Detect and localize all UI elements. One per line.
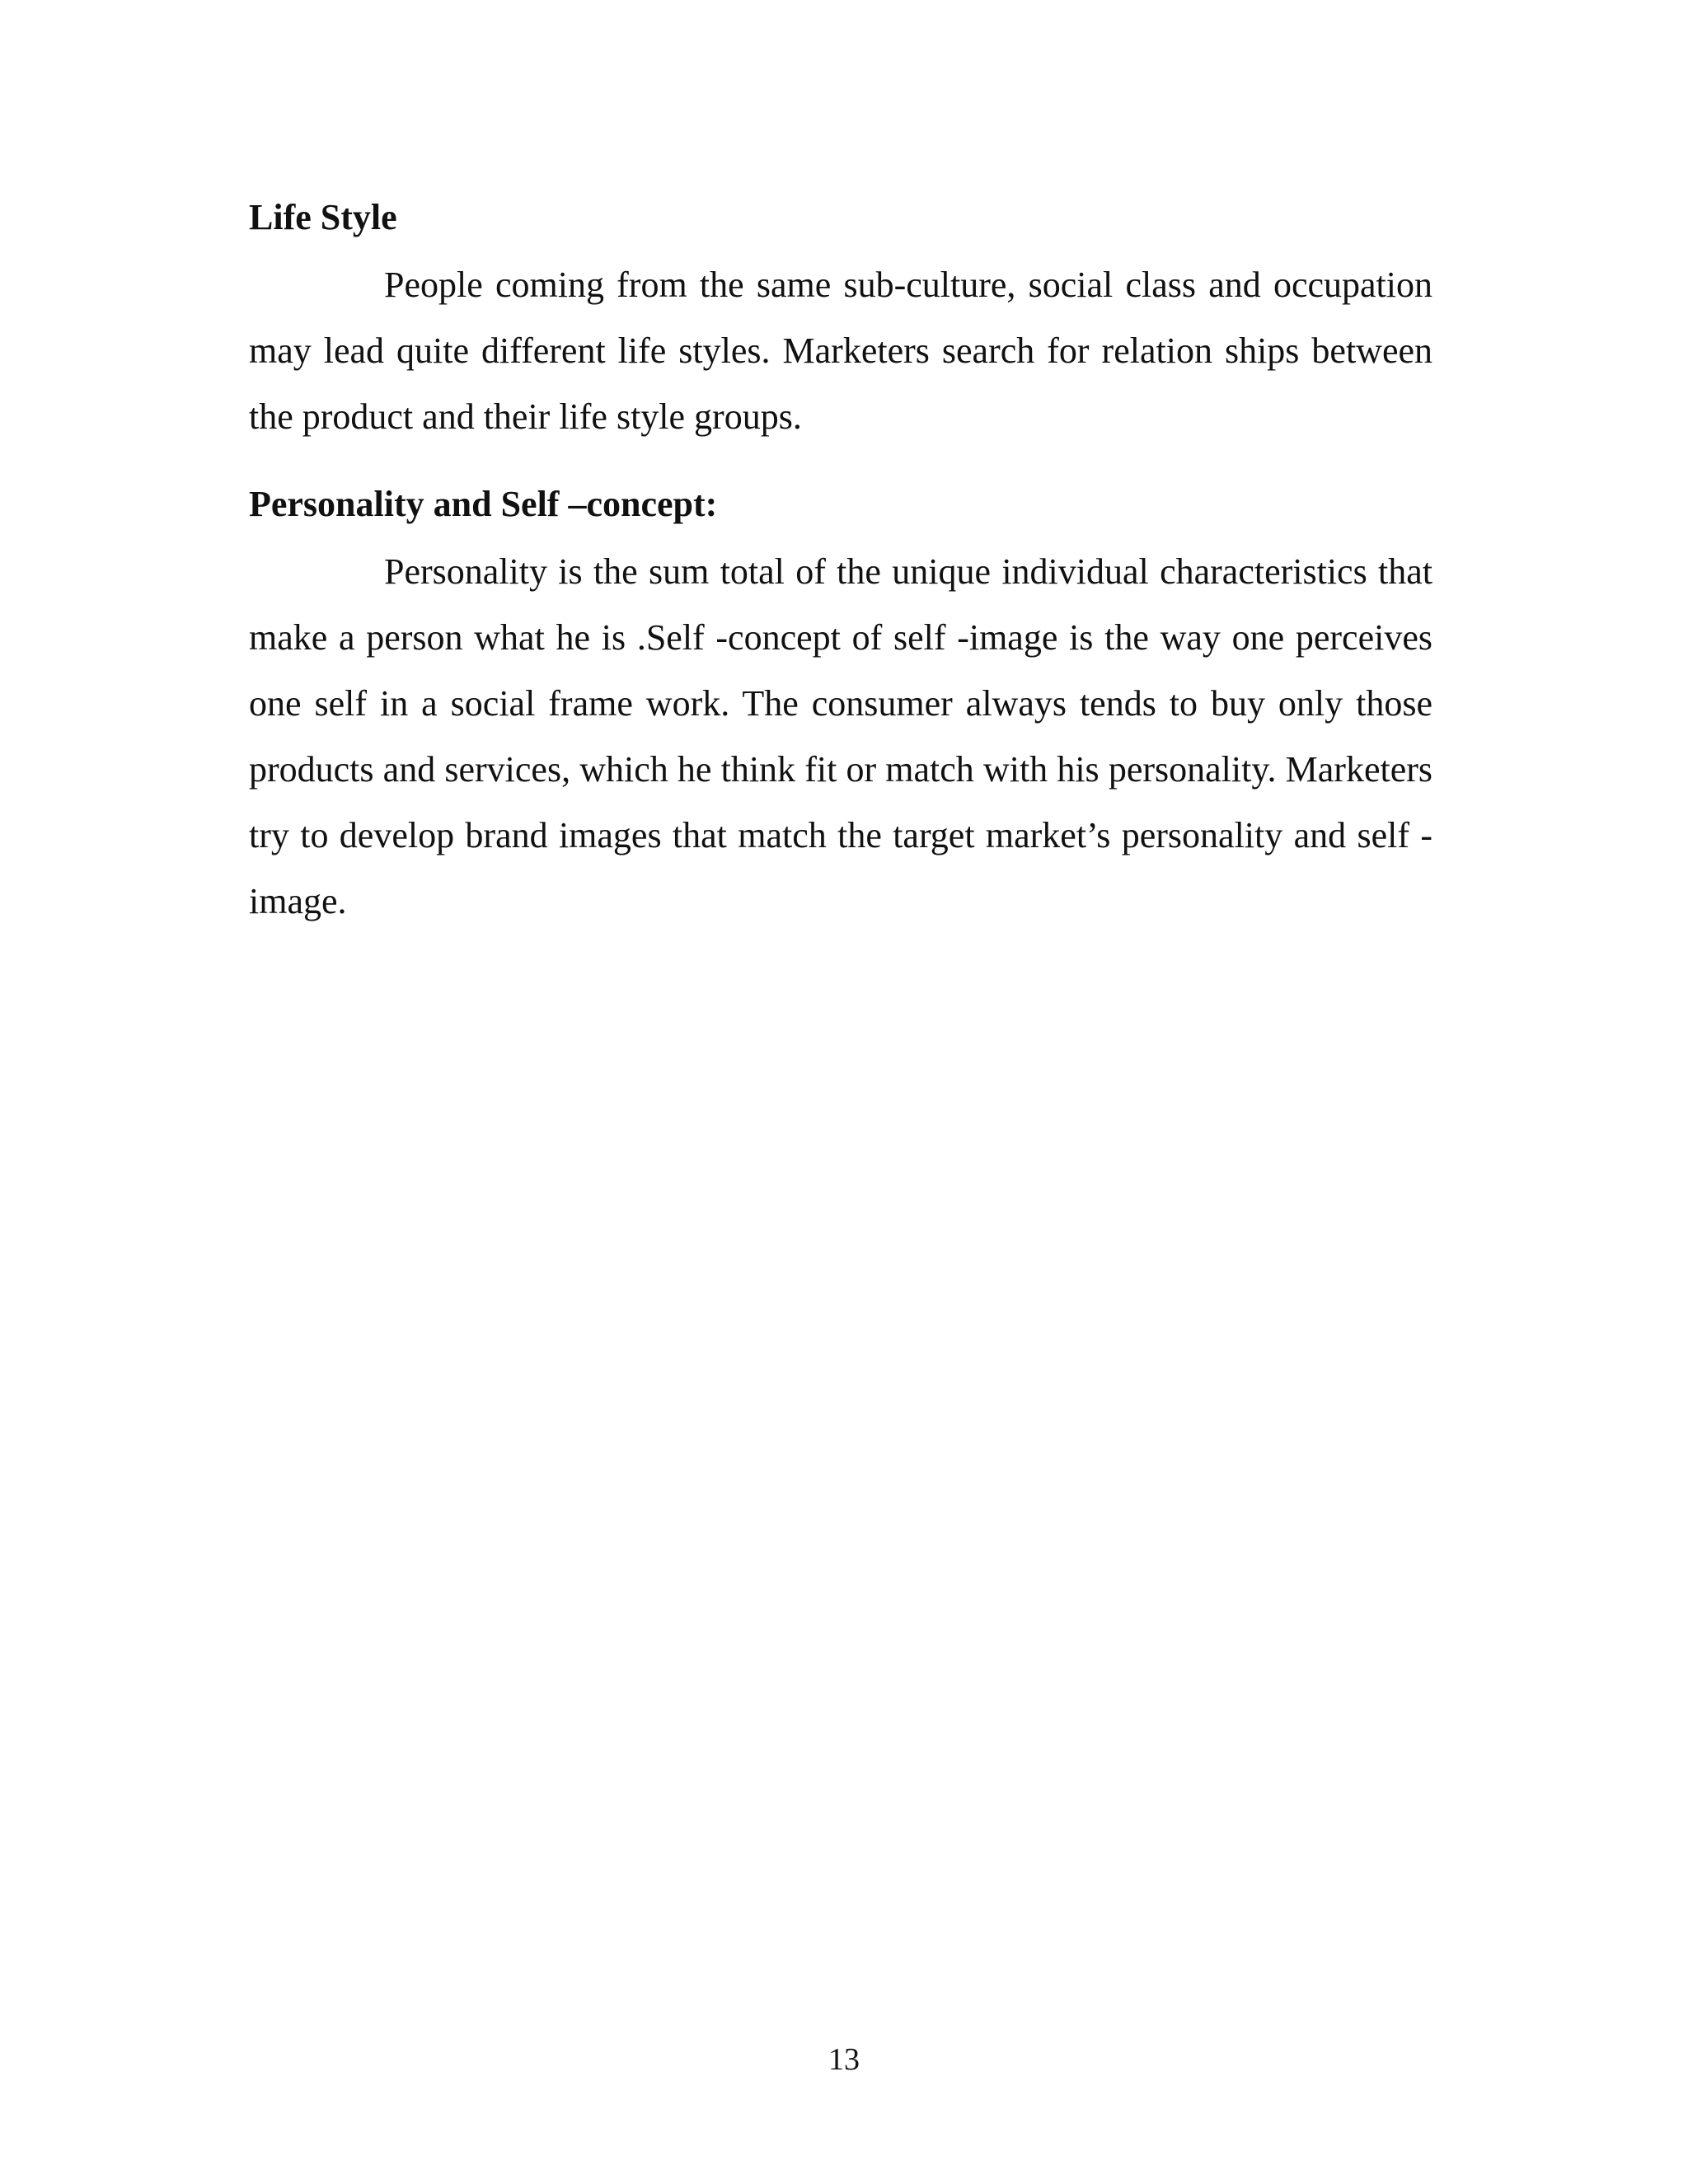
section-heading: Life Style <box>249 197 397 237</box>
section-heading: Personality and Self –concept: <box>249 484 718 524</box>
page-number: 13 <box>828 2042 860 2077</box>
section-paragraph: Personality is the sum total of the unique individual characteristics that make a person what he is .Self -concept of self -image is the way one perceives one self in a social frame work. The consumer always tends to buy only those products and services, which he think fit or match with his personality. Marketers try to develop brand images that match the target market’s personality and self -image. <box>249 551 1432 921</box>
section-life-style <box>249 193 1432 450</box>
section-paragraph: People coming from the same sub-culture, social class and occupation may lead quite different life styles. Marketers search for relation ships between the product and their life style groups. <box>249 265 1432 437</box>
page-content <box>249 193 1432 935</box>
section-personality <box>249 480 1432 935</box>
